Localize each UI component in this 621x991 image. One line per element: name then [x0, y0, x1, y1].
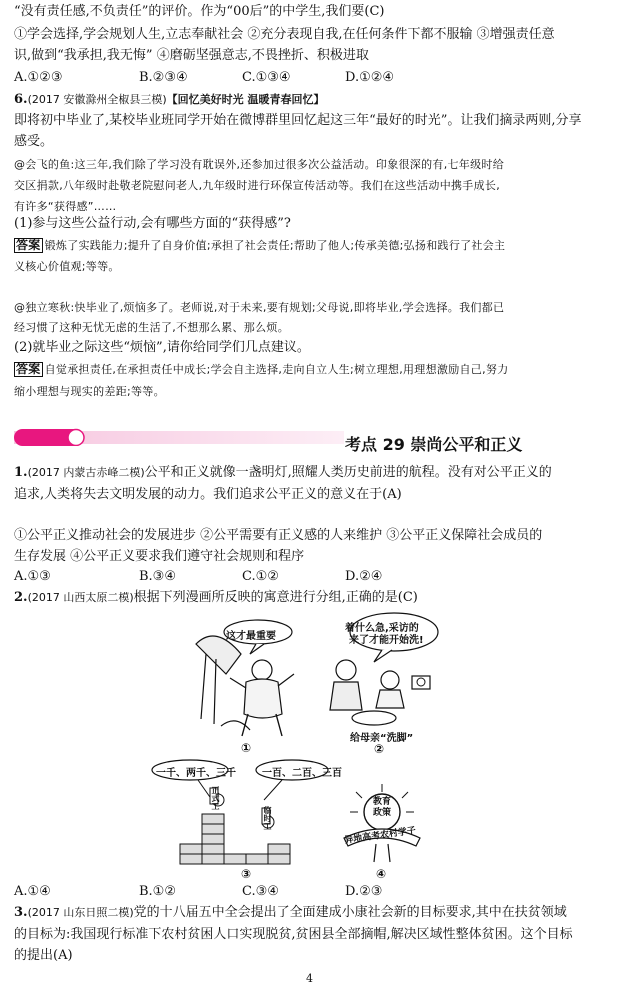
- section-header-bar: [14, 428, 344, 446]
- option-c: C.①②: [242, 569, 279, 584]
- answer2-line1: [14, 362, 509, 378]
- q5-items-line1: ①学会选择,学会规划人生,立志奉献社会 ②充分表现自我,在任何条件下都不服输 ③增强责任意: [14, 27, 555, 42]
- q5-stem-end: “没有责任感,不负责任”的评价。作为“00后”的中学生,我们要(C): [14, 4, 385, 19]
- q6-sub1: (1)参与这些公益行动,会有哪些方面的“获得感”?: [14, 216, 291, 231]
- page-number: 4: [306, 972, 313, 985]
- cartoon-4-sun-text: 教育政策: [372, 797, 391, 818]
- post2-line2: 经习惯了这种无忧无虑的生活了,不想那么累、那么烦。: [14, 321, 289, 334]
- q6-header: [14, 92, 325, 108]
- answer1-line2: 义核心价值观;等等。: [14, 260, 120, 273]
- answer1-text: 锻炼了实践能力;提升了自身价值;承担了社会责任;帮助了他人;传承美德;弘扬和践行了社会主: [44, 239, 506, 252]
- cartoon-3-sign-right: 临时工: [263, 806, 272, 830]
- option-c: C.③④: [242, 884, 279, 899]
- cartoon-3-sign-left: 正式工: [211, 786, 220, 810]
- cartoon-4-banner: 异地高考农村学子: [343, 826, 417, 846]
- question-number: 6.: [14, 92, 28, 107]
- q1-items-line2: 生存发展 ④公平正义要求我们遵守社会规则和程序: [14, 549, 305, 564]
- q1-options: [14, 569, 382, 585]
- answer-label: 答案: [16, 238, 41, 252]
- post1-line3: 有许多“获得感”……: [14, 200, 117, 213]
- q3-line3: 的提出(A): [14, 948, 73, 963]
- option-b: B.②③④: [139, 70, 188, 85]
- option-d: D.②④: [345, 569, 383, 584]
- post1-line1: @会飞的鱼:这三年,我们除了学习没有耽误外,还参加过很多次公益活动。印象很深的有,七年级时给: [14, 158, 504, 171]
- q6-stem-line2: 感受。: [14, 134, 54, 149]
- q5-options: [14, 70, 394, 86]
- section-title: 考点 29 崇尚公平和正义: [345, 435, 523, 454]
- post1-line2: 交区捐款,八年级时赴敬老院慰问老人,九年级时进行环保宣传活动等。我们在这些活动中携手成长,: [14, 179, 500, 192]
- option-a: A.①④: [14, 884, 51, 899]
- q1-line2: 追求,人类将失去文明发展的动力。我们追求公平正义的意义在于(A): [14, 487, 402, 502]
- q3-stem: 党的十八届五中全会提出了全面建成小康社会新的目标要求,其中在扶贫领域: [133, 905, 567, 920]
- question-source: (2017 山西太原二模): [27, 591, 134, 604]
- option-d: D.②③: [345, 884, 383, 899]
- question-source: (2017 山东日照二模): [27, 906, 134, 919]
- q1-items-line1: ①公平正义推动社会的发展进步 ②公平需要有正义感的人来维护 ③公平正义保障社会成员的: [14, 528, 543, 543]
- q6-sub2: (2)就毕业之际这些“烦恼”,请你给同学们几点建议。: [14, 340, 310, 355]
- q2-line1: [14, 590, 418, 606]
- q1-line1: [14, 465, 552, 481]
- answer2-line2: 缩小理想与现实的差距;等等。: [14, 385, 165, 398]
- question-number: 3.: [14, 905, 28, 920]
- q5-items-line2: 识,做到“我承担,我无悔” ④磨砺坚强意志,不畏挫折、积极进取: [14, 48, 369, 63]
- option-c: C.①③④: [242, 70, 291, 85]
- question-number: 1.: [14, 465, 28, 480]
- answer-label: 答案: [16, 362, 41, 376]
- cartoon-2-caption: 给母亲“洗脚”: [350, 733, 414, 744]
- cartoon-4-label: ④: [376, 867, 387, 881]
- cartoon-3-bubble-left: 一千、两千、三千: [156, 768, 236, 779]
- q2-stem: 根据下列漫画所反映的寓意进行分组,正确的是(C): [133, 590, 418, 605]
- cartoon-2-label: ②: [374, 742, 385, 756]
- cartoon-1-label: ①: [241, 741, 252, 755]
- cartoon-3-label: ③: [241, 867, 252, 881]
- q6-stem-line1: 即将初中毕业了,某校毕业班同学开始在微博群里回忆起这三年“最好的时光”。让我们摘录两则,分享: [14, 113, 582, 128]
- question-tag: 【回忆美好时光 温暖青春回忆】: [166, 93, 325, 106]
- option-b: B.①②: [139, 884, 176, 899]
- q3-line1: [14, 905, 567, 921]
- q2-options: [14, 884, 382, 900]
- option-a: A.①②③: [14, 70, 63, 85]
- option-a: A.①③: [14, 569, 51, 584]
- q3-line2: 的目标为:我国现行标准下农村贫困人口实现脱贫,贫困县全部摘帽,解决区域性整体贫困。这个目标: [14, 927, 573, 942]
- question-source: (2017 安徽滁州全椒县三模): [27, 93, 167, 106]
- question-source: (2017 内蒙古赤峰二模): [27, 466, 145, 479]
- cartoon-1-bubble: 这才最重要: [226, 631, 276, 642]
- cartoon-3-bubble-right: 一百、二百、三百: [262, 768, 342, 779]
- cartoon-2-bubble-line2: 来了才能开始洗!: [349, 635, 424, 646]
- q1-stem: 公平和正义就像一盏明灯,照耀人类历史前进的航程。没有对公平正义的: [144, 465, 552, 480]
- question-number: 2.: [14, 590, 28, 605]
- answer2-text: 自觉承担责任,在承担责任中成长;学会自主选择,走向自立人生;树立理想,用理想激励自己,努力: [44, 363, 509, 376]
- cartoon-2-bubble-line1: 着什么急,采访的: [345, 623, 419, 634]
- option-b: B.③④: [139, 569, 176, 584]
- answer1-line1: [14, 238, 505, 254]
- post2-line1: @独立寒秋:快毕业了,烦恼多了。老师说,对于未来,要有规划;父母说,即将毕业,学会选择。我们都已: [14, 301, 505, 314]
- option-d: D.①②④: [345, 70, 395, 85]
